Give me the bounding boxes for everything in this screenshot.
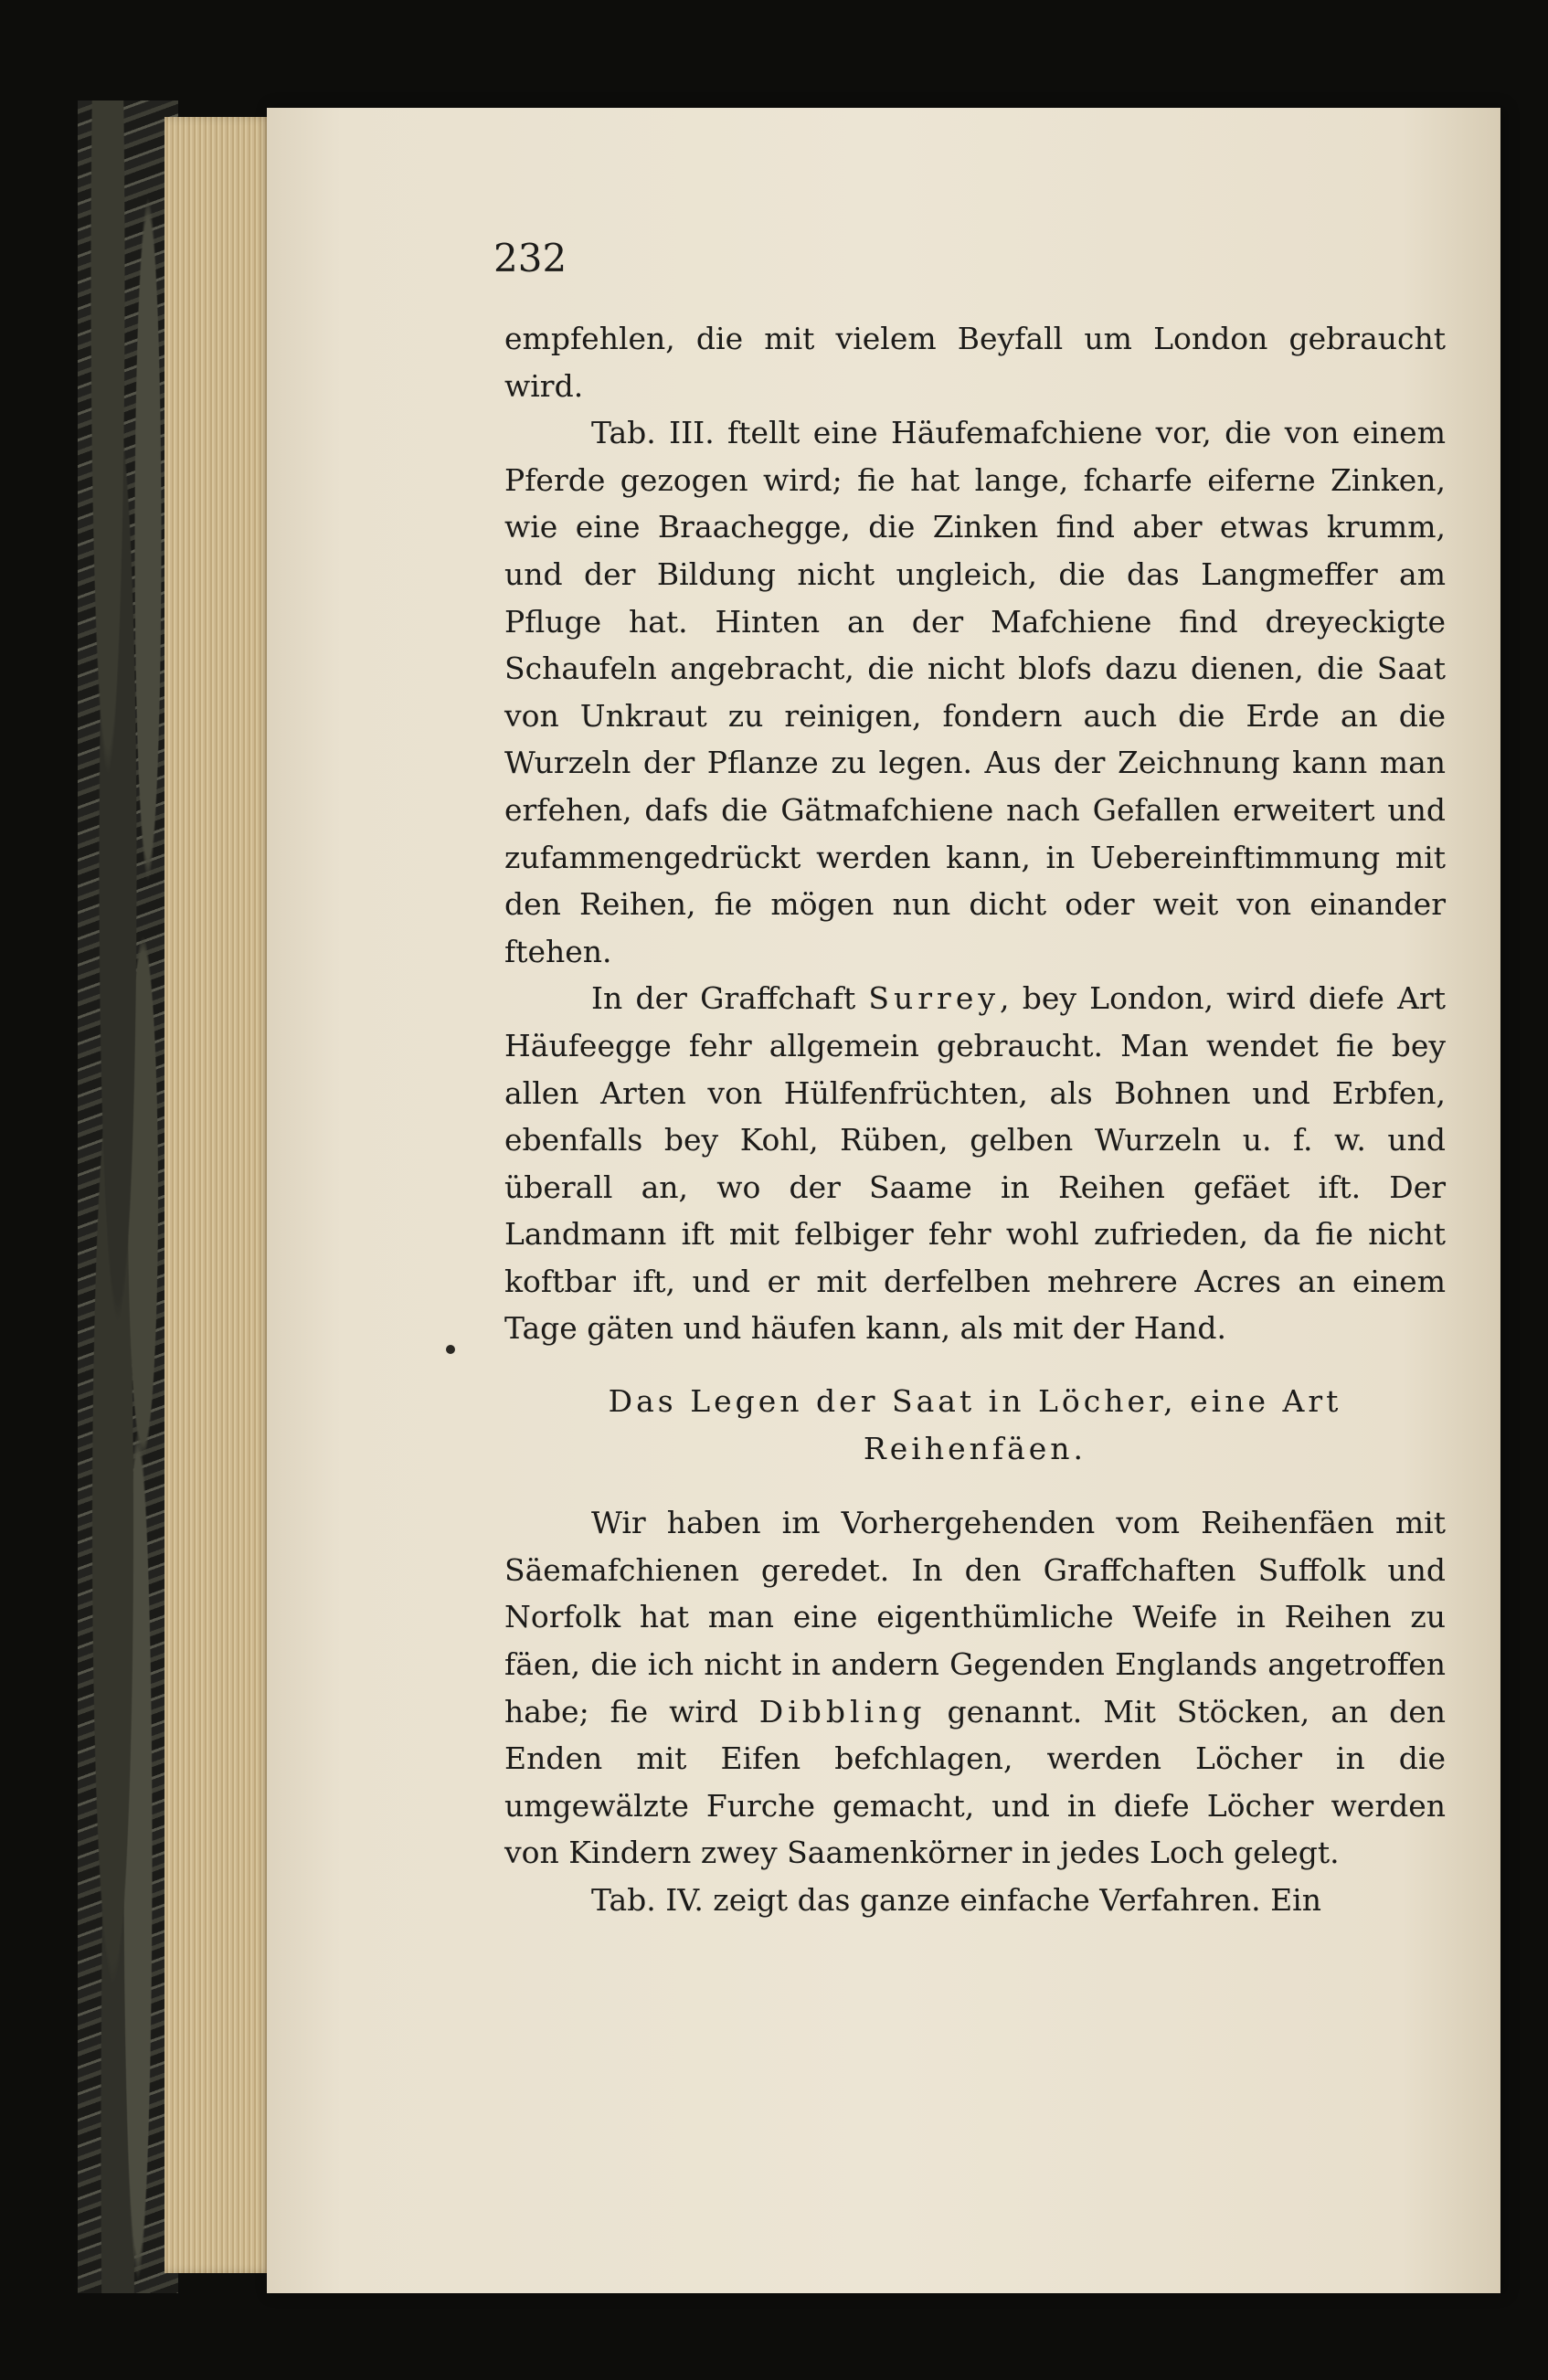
term-dibbling: Dibbling [758, 1693, 927, 1729]
page-number: 232 [493, 236, 567, 280]
paragraph-surrey-start: In der Graffchaft [591, 980, 869, 1017]
paragraph-tab-iii: Tab. III. ftellt eine Häufemafchiene vor, die von einem Pferde gezogen wird; fie hat lange, fcharfe eiferne Zinken, wie eine Braachegge, die Zinken find aber etwas krumm, und der Bildung nicht ungleich, die das Langmeffer am Pfluge hat. Hinten an der Mafchiene find dreyeckigte Schaufeln angebracht, die nicht blofs dazu dienen, die Saat von Unkraut zu reinigen, fondern auch die Erde an die Wurzeln der Pflanze zu legen. Aus der Zeichnung kann man erfehen, dafs die Gätmafchiene nach Gefallen erweitert und zufammengedrückt werden kann, in Uebereinftimmung mit den Reihen, fie mögen nun dicht oder weit von einander ftehen. [504, 415, 1446, 969]
paragraph-tab-iv: Tab. IV. zeigt das ganze einfache Verfahren. Ein [591, 1882, 1321, 1918]
paragraph-surrey-end: , bey London, wird diefe Art Häufeegge fehr allgemein gebraucht. Man wendet fie bey allen Arten von Hülfenfrüchten, als Bohnen und Erbfen, ebenfalls bey Kohl, Rüben, gelben Wurzeln u. f. w. und überall an, wo der Saame in Reihen gefäet ift. Der Landmann ift mit felbiger fehr wohl zufrieden, da fie nicht koftbar ift, und er mit derfelben mehrere Acres an einem Tage gäten und häufen kann, als mit der Hand. [504, 980, 1447, 1347]
place-name-surrey: Surrey [868, 980, 1001, 1017]
page-edges [164, 117, 274, 2273]
paragraph-dibbling-end: genannt. Mit Stöcken, an den Enden mit Eifen befchlagen, werden Löcher in die umgewälzte Furche gemacht, und in diefe Löcher werden von Kindern zwey Saamenkörner in jedes Loch gelegt. [504, 1693, 1446, 1871]
section-heading [504, 1378, 1446, 1472]
section-heading-line-2: Reihenfäen. [863, 1430, 1087, 1466]
page-text [504, 315, 1446, 1924]
paragraph-surrey [504, 975, 1446, 1352]
section-heading-line-1: Das Legen der Saat in Löcher, eine Art [608, 1383, 1342, 1420]
paragraph-dibbling [504, 1499, 1446, 1877]
margin-ink-dot [446, 1345, 455, 1354]
paragraph-continuation: empfehlen, die mit vielem Beyfall um London gebraucht wird. [504, 321, 1446, 404]
paragraph-dibbling-start: Wir haben im Vorhergehenden vom Reihenfäen mit Säemafchienen geredet. In den Graffchaften Suffolk und Norfolk hat man eine eigenthümliche Weife in Reihen zu fäen, die ich nicht in andern Gegenden Englands angetroffen habe; fie wird [504, 1505, 1446, 1729]
marbled-cover [78, 100, 178, 2293]
